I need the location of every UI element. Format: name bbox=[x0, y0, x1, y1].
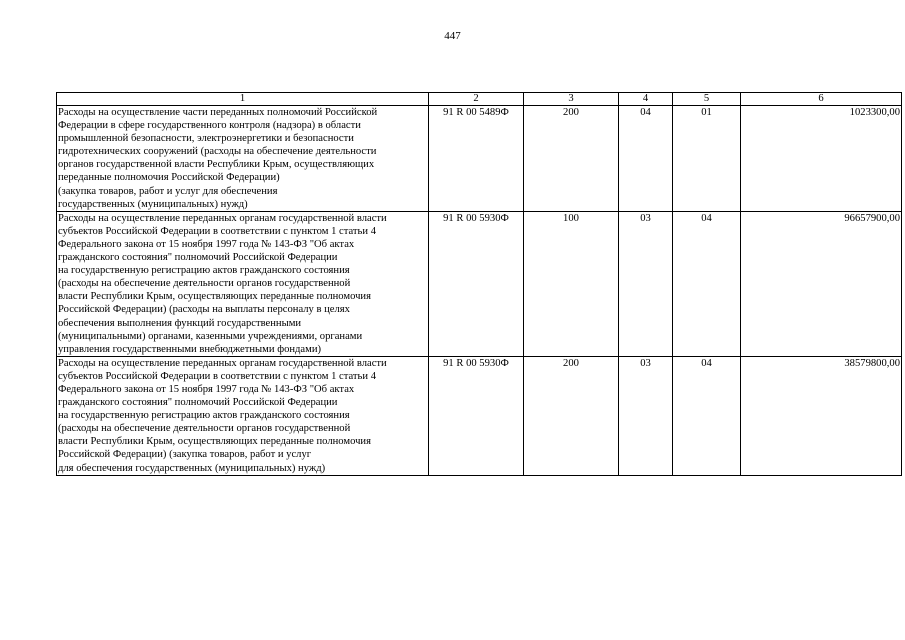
description-line: гражданского состояния" полномочий Российской Федерации bbox=[58, 252, 338, 264]
description-line: субъектов Российской Федерации в соответствии с пунктом 1 статьи 4 bbox=[58, 225, 377, 237]
description-line: власти Республики Крым, осуществляющих переданные полномочия bbox=[58, 436, 371, 448]
description-line: (закупка товаров, работ и услуг для обеспечения bbox=[58, 185, 278, 197]
column-header: 1 bbox=[57, 93, 429, 106]
expense-type-code: 200 bbox=[524, 106, 619, 212]
description-line: Расходы на осуществление части переданных полномочий Российской bbox=[58, 107, 378, 118]
expense-type-code: 100 bbox=[524, 211, 619, 356]
expense-type-code: 200 bbox=[524, 356, 619, 475]
subsection-code: 01 bbox=[673, 106, 741, 212]
description-line: Российской Федерации) (расходы на выплаты персоналу в целях bbox=[58, 304, 350, 316]
description-line: Расходы на осуществление переданных органам государственной власти bbox=[58, 212, 387, 224]
description-line: промышленной безопасности, электроэнергетики и безопасности bbox=[58, 133, 354, 145]
description-line: гражданского состояния" полномочий Российской Федерации bbox=[58, 397, 338, 409]
description-line: власти Республики Крым, осуществляющих переданные полномочия bbox=[58, 291, 371, 303]
section-code: 04 bbox=[619, 106, 673, 212]
subsection-code: 04 bbox=[673, 211, 741, 356]
amount-value: 96657900,00 bbox=[741, 211, 902, 356]
description-line: на государственную регистрацию актов гражданского состояния bbox=[58, 265, 350, 277]
expense-description bbox=[57, 211, 429, 356]
page-number: 447 bbox=[444, 30, 461, 42]
description-line: (муниципальными) органами, казенными учреждениями, органами bbox=[58, 330, 363, 342]
amount-value: 38579800,00 bbox=[741, 356, 902, 475]
target-article-code: 91 R 00 5489Ф bbox=[429, 106, 524, 212]
section-code: 03 bbox=[619, 211, 673, 356]
description-line: (расходы на обеспечение деятельности органов государственной bbox=[58, 423, 351, 435]
description-line: обеспечения выполнения функций государственными bbox=[58, 317, 302, 329]
description-line: Федерального закона от 15 ноября 1997 года № 143-ФЗ "Об актах bbox=[58, 383, 355, 395]
table-row bbox=[57, 211, 902, 356]
column-header: 3 bbox=[524, 93, 619, 106]
description-line: переданные полномочия Российской Федерации) bbox=[58, 172, 280, 184]
description-line: Российской Федерации) (закупка товаров, работ и услуг bbox=[58, 449, 312, 461]
column-header: 5 bbox=[673, 93, 741, 106]
amount-value: 1023300,00 bbox=[741, 106, 902, 212]
subsection-code: 04 bbox=[673, 356, 741, 475]
description-line: (расходы на обеспечение деятельности органов государственной bbox=[58, 278, 351, 290]
description-line: государственных (муниципальных) нужд) bbox=[58, 198, 248, 210]
table-row bbox=[57, 106, 902, 212]
column-header: 4 bbox=[619, 93, 673, 106]
target-article-code: 91 R 00 5930Ф bbox=[429, 356, 524, 475]
description-line: субъектов Российской Федерации в соответствии с пунктом 1 статьи 4 bbox=[58, 370, 377, 382]
description-line: Расходы на осуществление переданных органам государственной власти bbox=[58, 357, 387, 369]
expense-description bbox=[57, 356, 429, 475]
description-line: органов государственной власти Республики Крым, осуществляющих bbox=[58, 159, 375, 171]
description-line: управления государственными внебюджетными фондами) bbox=[58, 343, 322, 355]
description-line: Федерации в сфере государственного контроля (надзора) в области bbox=[58, 120, 361, 132]
expense-description bbox=[57, 106, 429, 212]
description-line: Федерального закона от 15 ноября 1997 года № 143-ФЗ "Об актах bbox=[58, 238, 355, 250]
section-code: 03 bbox=[619, 356, 673, 475]
column-header: 6 bbox=[741, 93, 902, 106]
description-line: для обеспечения государственных (муниципальных) нужд) bbox=[58, 462, 326, 474]
description-line: на государственную регистрацию актов гражданского состояния bbox=[58, 410, 350, 422]
target-article-code: 91 R 00 5930Ф bbox=[429, 211, 524, 356]
budget-table bbox=[56, 92, 902, 476]
description-line: гидротехнических сооружений (расходы на обеспечение деятельности bbox=[58, 146, 377, 158]
column-number-row bbox=[57, 93, 902, 106]
column-header: 2 bbox=[429, 93, 524, 106]
table-row bbox=[57, 356, 902, 475]
